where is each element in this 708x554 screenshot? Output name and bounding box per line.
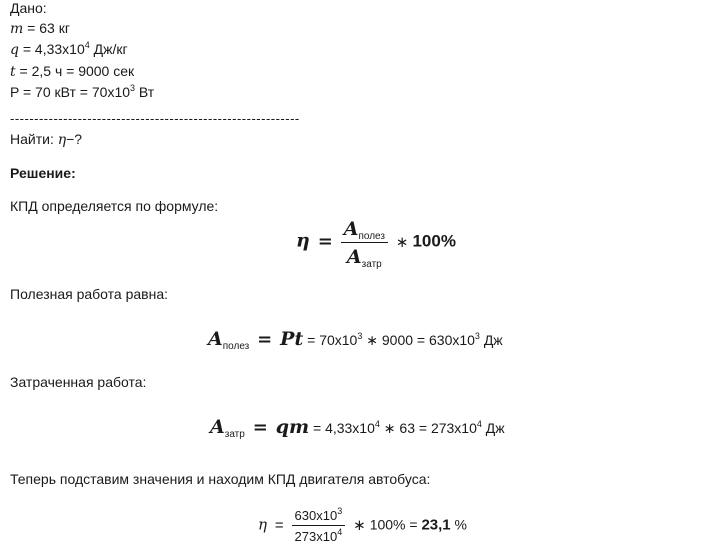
useful-work-formula — [208, 328, 503, 350]
find-eta: η — [57, 132, 67, 148]
final-numerator: 630х10 — [294, 508, 338, 523]
spent-a: A — [210, 416, 225, 438]
given-mass — [10, 20, 70, 38]
heat-exponent: 4 — [84, 40, 90, 50]
useful-subscript: полез — [222, 341, 250, 352]
useful-pt: Pt — [280, 328, 304, 350]
power-exponent: 3 — [130, 83, 136, 93]
equals-sign: = — [317, 230, 333, 252]
final-denominator-exponent: 4 — [337, 527, 343, 537]
final-percent: 100% = — [369, 516, 422, 533]
mass-variable: m — [10, 21, 24, 37]
given-power — [10, 84, 154, 103]
useful-equals-2: = — [307, 332, 320, 348]
eta-symbol: η — [296, 229, 310, 252]
mass-value: = 63 кг — [23, 20, 70, 36]
spent-equals-2: = — [312, 420, 326, 436]
solution-title: Решение: — [10, 165, 76, 181]
find-label: Найти: — [10, 131, 58, 147]
efficiency-fraction — [341, 218, 388, 268]
numerator-a: A — [343, 218, 359, 240]
efficiency-formula — [296, 218, 456, 268]
spent-exponent-a: 4 — [374, 419, 380, 429]
power-value: P = 70 кВт = 70х10 — [10, 84, 131, 100]
substitute-text: Теперь подставим значения и находим КПД двигателя автобуса: — [10, 471, 431, 487]
spent-work-formula — [210, 416, 505, 438]
useful-equals: = — [257, 329, 273, 350]
heat-unit: Дж/кг — [89, 41, 128, 57]
useful-times: ∗ — [362, 332, 382, 348]
numerator-subscript: полез — [358, 231, 385, 242]
final-fraction — [292, 508, 346, 544]
efficiency-text: КПД определяется по формуле: — [10, 198, 219, 214]
heat-value: = 4,33х10 — [18, 41, 85, 57]
multiply-sign: ∗ — [395, 233, 409, 251]
useful-exponent-a: 3 — [357, 331, 363, 341]
heat-variable: q — [10, 42, 19, 58]
final-formula — [258, 508, 467, 544]
denominator-subscript: затр — [361, 259, 382, 270]
useful-a: A — [208, 328, 223, 350]
final-percent-sign: % — [450, 516, 467, 533]
spent-value-a: 4,33х10 — [325, 420, 375, 436]
separator-line: ------------------------------------------------------------ — [10, 111, 300, 126]
spent-equals: = — [252, 417, 268, 438]
spent-exponent-b: 4 — [476, 419, 482, 429]
given-heat — [10, 41, 128, 60]
spent-subscript: затр — [224, 429, 245, 440]
denominator-a: A — [346, 246, 362, 268]
final-equals: = — [274, 516, 284, 534]
given-title: Дано: — [10, 0, 47, 16]
find-line — [10, 131, 82, 149]
useful-value-a: 70х10 — [319, 332, 358, 348]
final-denominator: 273х10 — [294, 529, 338, 544]
given-time — [10, 63, 134, 81]
final-eta: η — [258, 515, 267, 534]
useful-unit: Дж — [479, 332, 503, 348]
hundred-percent: 100% — [412, 231, 456, 251]
power-unit: Вт — [135, 84, 155, 100]
find-tail: −? — [66, 131, 83, 147]
spent-unit: Дж — [481, 420, 505, 436]
useful-work-text: Полезная работа равна: — [10, 286, 169, 302]
time-value: = 2,5 ч = 9000 сек — [15, 63, 135, 79]
time-variable: t — [10, 64, 16, 80]
final-numerator-exponent: 3 — [337, 506, 343, 516]
final-multiply: ∗ — [353, 516, 366, 534]
spent-qm: qm — [275, 416, 310, 438]
final-result: 23,1 — [421, 516, 451, 534]
spent-work-text: Затраченная работа: — [10, 374, 147, 390]
spent-value-b: 63 = 273х10 — [399, 420, 477, 436]
spent-times: ∗ — [379, 420, 400, 436]
useful-exponent-b: 3 — [474, 331, 480, 341]
useful-value-b: 9000 = 630х10 — [381, 332, 475, 348]
